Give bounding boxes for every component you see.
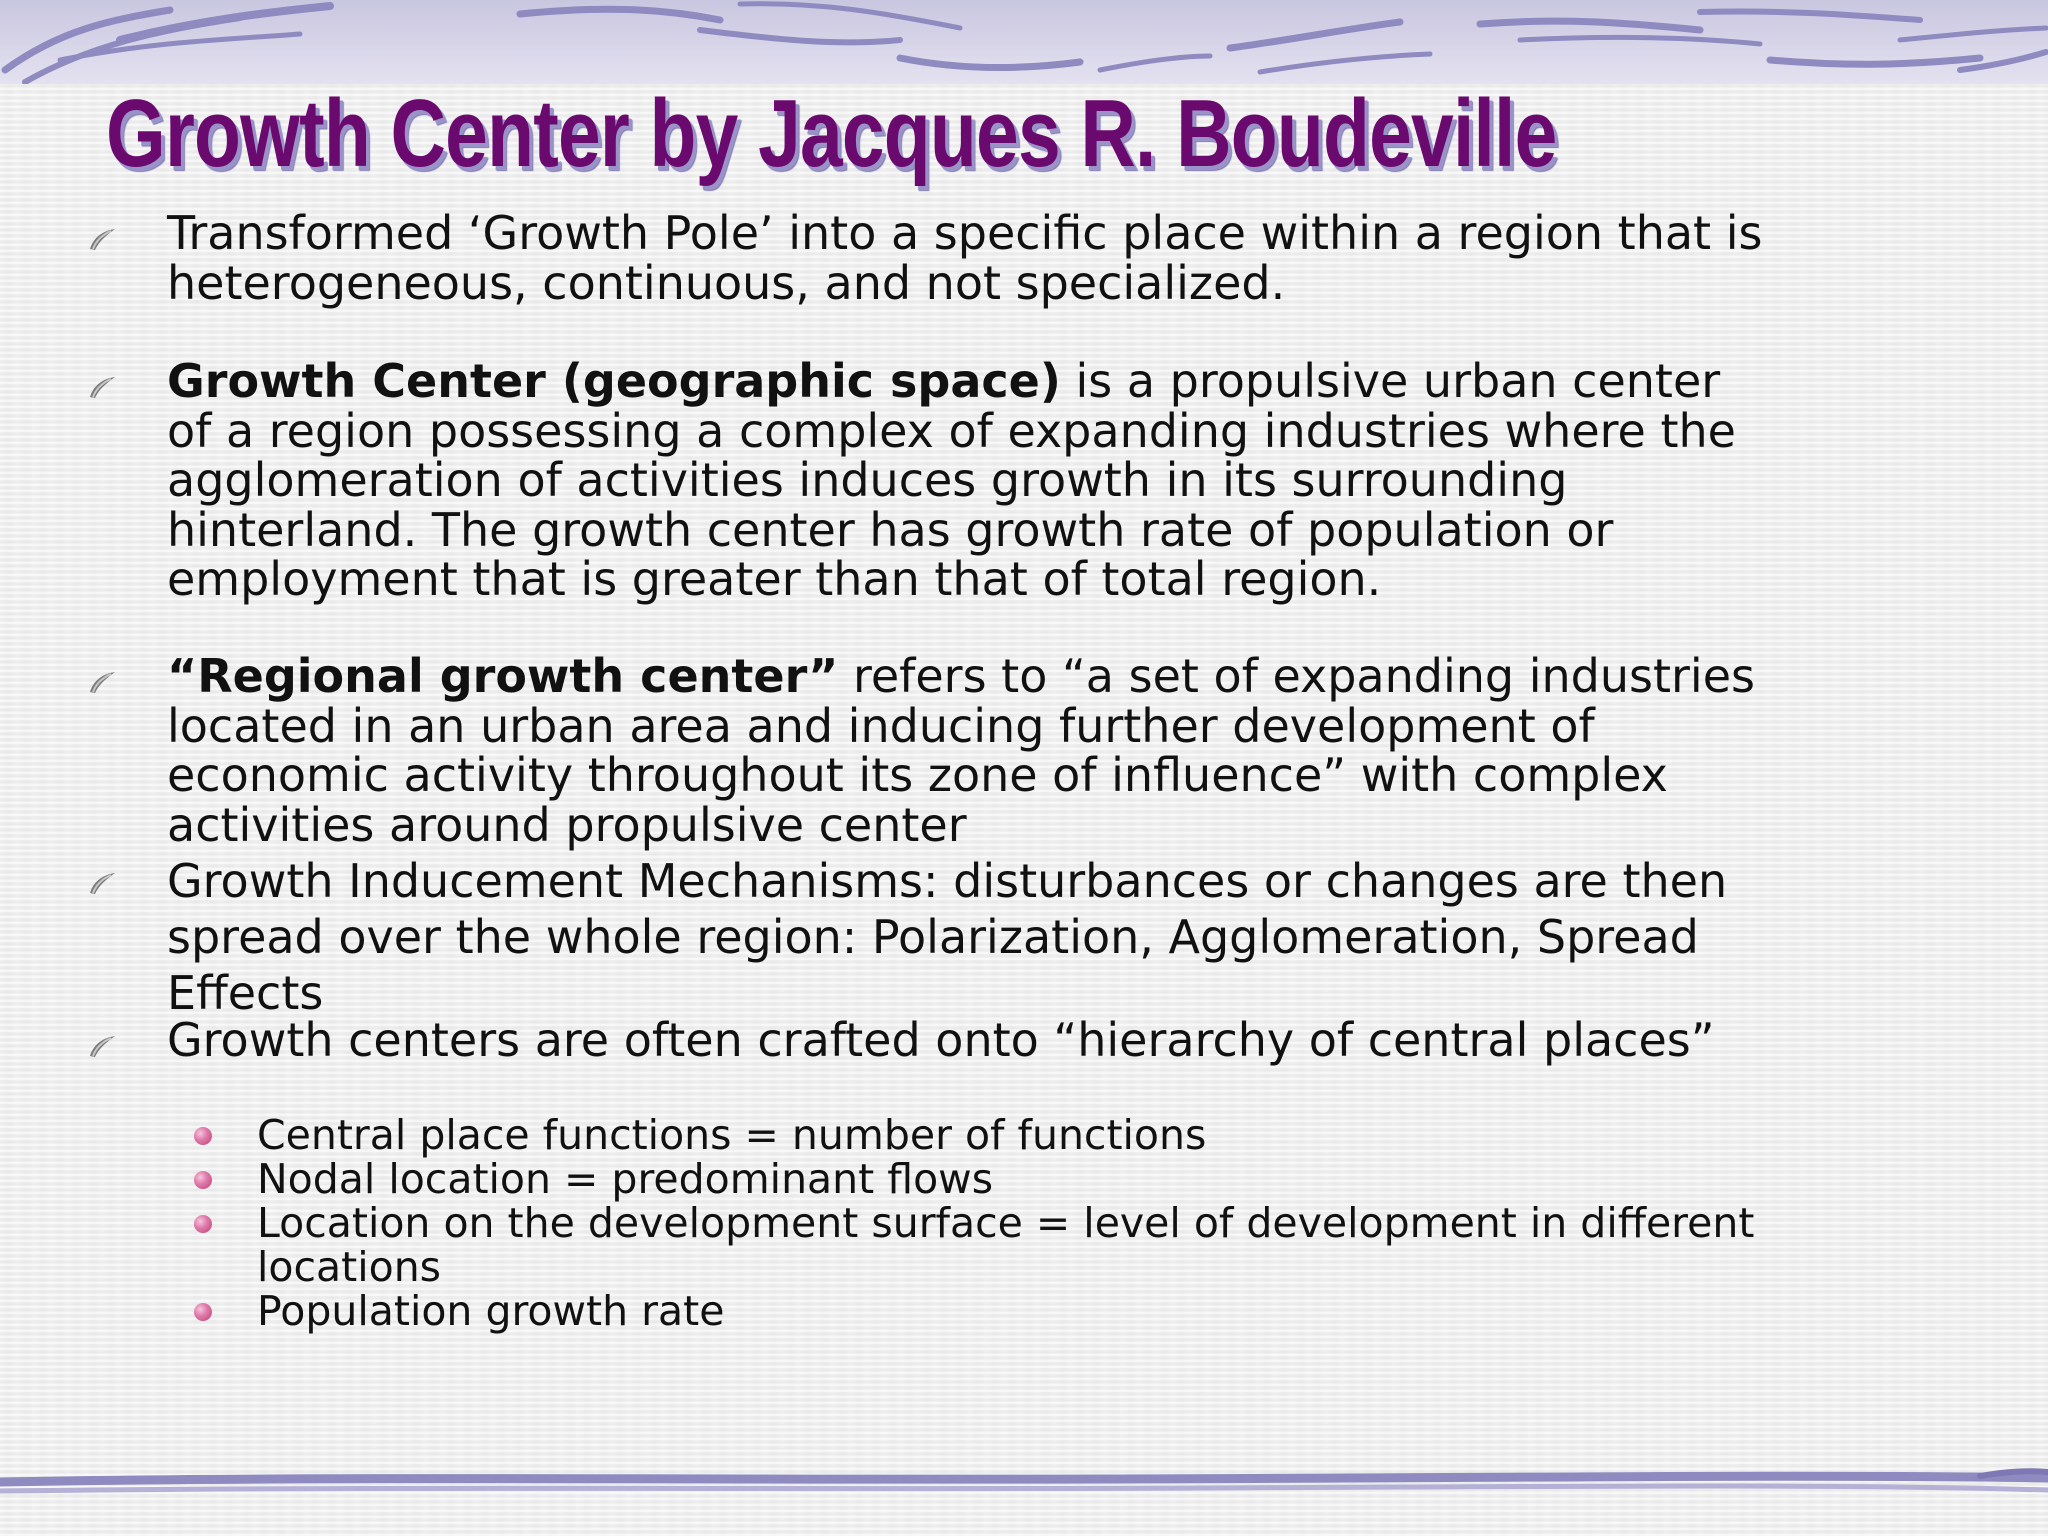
sub-bullet-text: Nodal location = predominant flows (257, 1155, 994, 1203)
swoosh-bullet-icon (87, 375, 117, 399)
bullet-text: refers to “a set of expanding industries located in an urban area and inducing further development of economic activity throughout its zone of influence” with complex activities around propulsive center (167, 649, 1755, 852)
swoosh-bullet-icon (87, 871, 117, 895)
slide-title: Growth Center by Jacques R. Boudeville (106, 80, 1557, 187)
sub-bullet-text: Population growth rate (257, 1287, 725, 1335)
bullet-bold-term: Growth Center (geographic space) (167, 354, 1061, 408)
bullet-item (167, 1013, 1767, 1067)
bullet-item (167, 354, 1767, 606)
sub-bullet-item (257, 1199, 1797, 1291)
bullet-text: is a propulsive urban center of a region possessing a complex of expanding industries where the agglomeration of activities induces growth in its surrounding hinterland. The growth center has growth rate of population or employment that is greater than that of total region. (167, 354, 1736, 606)
pink-sphere-bullet-icon (194, 1171, 212, 1189)
bottom-wave-decoration (0, 1460, 2048, 1510)
sub-bullet-item (257, 1287, 1797, 1335)
bullet-text: Growth centers are often crafted onto “hierarchy of central places” (167, 1013, 1715, 1067)
swoosh-bullet-icon (87, 1034, 117, 1058)
bullet-item (167, 649, 1767, 852)
sub-bullet-item (257, 1155, 1797, 1203)
sub-bullet-text: Central place functions = number of functions (257, 1111, 1207, 1159)
bullet-bold-term: “Regional growth center” (167, 649, 839, 703)
sub-bullet-text: Location on the development surface = level of development in different locations (257, 1199, 1755, 1291)
bullet-item (167, 206, 1767, 310)
swoosh-bullet-icon (87, 670, 117, 694)
sub-bullet-item (257, 1111, 1797, 1159)
bullet-text: Growth Inducement Mechanisms: disturbances or changes are then spread over the whole region: Polarization, Agglomeration, Spread Effects (167, 854, 1728, 1020)
pink-sphere-bullet-icon (194, 1215, 212, 1233)
pink-sphere-bullet-icon (194, 1127, 212, 1145)
swoosh-bullet-icon (87, 227, 117, 251)
bullet-text: Transformed ‘Growth Pole’ into a specific place within a region that is heterogeneous, continuous, and not specialized. (167, 206, 1763, 310)
bullet-item (167, 853, 1767, 1021)
pink-sphere-bullet-icon (194, 1303, 212, 1321)
